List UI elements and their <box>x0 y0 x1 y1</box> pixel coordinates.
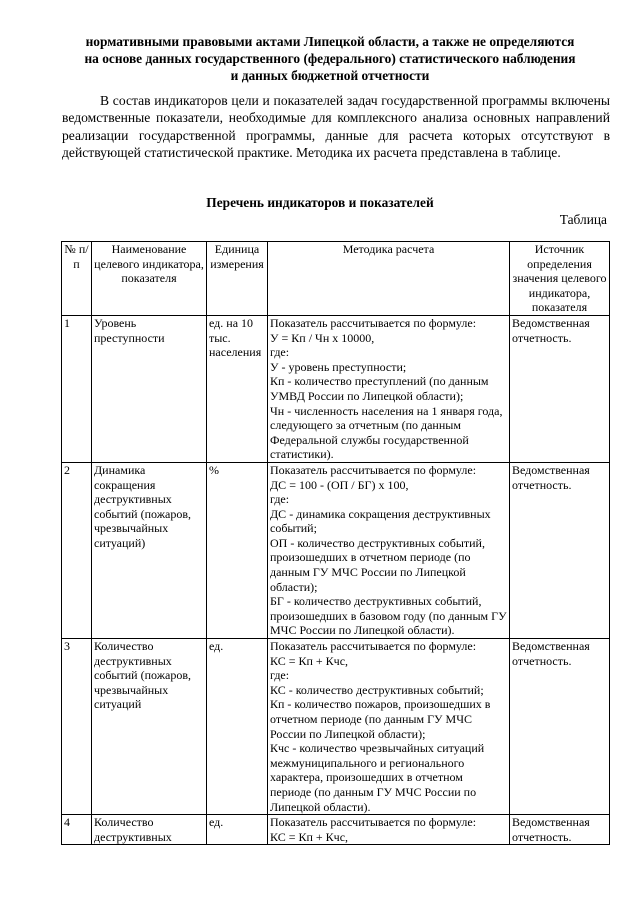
cell-source: Ведомственная отчетность. <box>510 462 610 638</box>
method-line: Показатель рассчитывается по формуле: <box>270 815 477 830</box>
cell-source: Ведомственная отчетность. <box>510 815 610 845</box>
method-line: где: <box>270 345 290 360</box>
cell-name: Количество деструктивных <box>92 815 207 845</box>
method-line: Чн - численность населения на 1 января года, следующего за отчетным (по данным Федеральной службы государственной статистики). <box>270 403 503 462</box>
intro-paragraph: В состав индикаторов цели и показателей задач государственной программы включены ведомственные показатели, необходимые для комплексного анализа основных направлений реализации государственной программы, данные для расчета которых отсутствуют в действующей статистической практике. Методика их расчета представлена в таблице. <box>62 93 610 161</box>
method-line: ДС - динамика сокращения деструктивных событий; <box>270 506 491 536</box>
col-header-method: Методика расчета <box>268 242 510 316</box>
cell-num: 3 <box>62 639 92 815</box>
method-line: КС = Кп + Кчс, <box>270 653 349 668</box>
table-label: Таблица <box>559 212 607 227</box>
cell-method <box>268 462 510 638</box>
method-line: ДС = 100 - (ОП / БГ) х 100, <box>270 477 409 492</box>
cell-num: 2 <box>62 462 92 638</box>
cell-source: Ведомственная отчетность. <box>510 639 610 815</box>
cell-name: Уровень преступности <box>92 315 207 462</box>
table-row <box>62 315 610 462</box>
cell-name: Количество деструктивных событий (пожаров, чрезвычайных ситуаций <box>92 639 207 815</box>
table-title: Перечень индикаторов и показателей <box>206 195 434 210</box>
method-line: Кп - количество преступлений (по данным УМВД России по Липецкой области); <box>270 374 489 403</box>
cell-unit: % <box>207 462 268 638</box>
table-row <box>62 462 610 638</box>
cell-num: 1 <box>62 315 92 462</box>
col-header-name: Наименование целевого индикатора, показателя <box>92 242 207 316</box>
method-line: где: <box>270 668 290 683</box>
cell-method <box>268 315 510 462</box>
table-row <box>62 639 610 815</box>
method-line: ОП - количество деструктивных событий, произошедших в отчетном периоде (по данным ГУ МЧС России по Липецкой области); <box>270 535 485 594</box>
cell-unit: ед. <box>207 639 268 815</box>
method-line: У = Кп / Чн х 10000, <box>270 330 375 345</box>
col-header-unit: Единица измерения <box>207 242 268 316</box>
method-line: где: <box>270 492 290 507</box>
method-line: Показатель рассчитывается по формуле: <box>270 639 477 654</box>
cell-unit: ед. <box>207 815 268 845</box>
cell-source: Ведомственная отчетность. <box>510 315 610 462</box>
col-header-source: Источник определения значения целевого индикатора, показателя <box>510 242 610 316</box>
table-header-row <box>62 242 610 316</box>
method-line: Кп - количество пожаров, произошедших в отчетном периоде (по данным ГУ МЧС России по Липецкой области); <box>270 697 491 741</box>
cell-unit: ед. на 10 тыс. населения <box>207 315 268 462</box>
method-line: КС - количество деструктивных событий; <box>270 682 484 697</box>
col-header-num: № п/п <box>62 242 92 316</box>
cell-name: Динамика сокращения деструктивных событий (пожаров, чрезвычайных ситуаций) <box>92 462 207 638</box>
section-heading: нормативными правовыми актами Липецкой области, а также не определяются на основе данных государственного (федерального) статистического наблюдения и данных бюджетной отчетности <box>84 34 576 83</box>
method-line: КС = Кп + Кчс, <box>270 829 349 844</box>
method-line: Кчс - количество чрезвычайных ситуаций межмуниципального и регионального характера, произошедших в отчетном периоде (по данным ГУ МЧС России по Липецкой области). <box>270 741 485 814</box>
cell-method <box>268 815 510 845</box>
method-line: БГ - количество деструктивных событий, произошедших в базовом году (по данным ГУ МЧС России по Липецкой области). <box>270 594 507 638</box>
table-row <box>62 815 610 845</box>
cell-method <box>268 639 510 815</box>
cell-num: 4 <box>62 815 92 845</box>
method-line: У - уровень преступности; <box>270 359 407 374</box>
indicators-table <box>61 241 610 845</box>
method-line: Показатель рассчитывается по формуле: <box>270 315 477 330</box>
method-line: Показатель рассчитывается по формуле: <box>270 462 477 477</box>
